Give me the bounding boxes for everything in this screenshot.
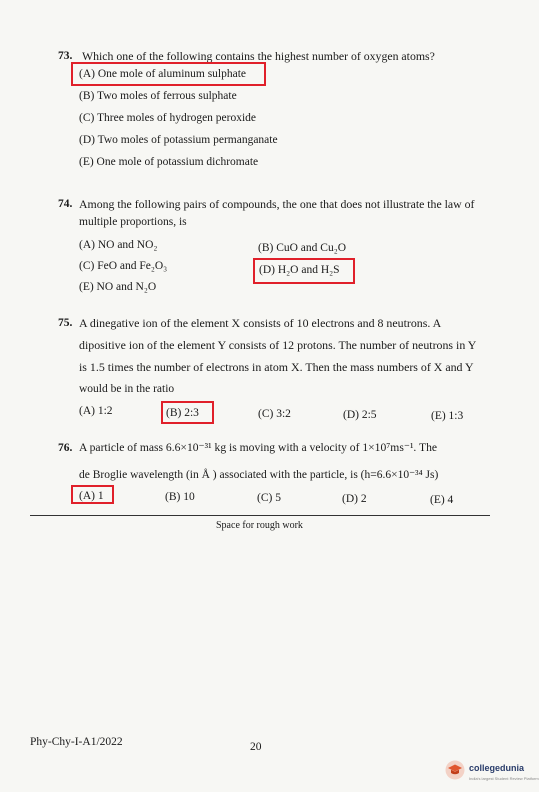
q73-option-e: (E) One mole of potassium dichromate bbox=[79, 156, 259, 168]
q75-option-a: (A) 1:2 bbox=[79, 405, 113, 417]
q76-option-e: (E) 4 bbox=[430, 494, 454, 506]
q74-stem-line1: Among the following pairs of compounds, the one that does not illustrate the law of bbox=[79, 197, 475, 211]
q75-line1: A dinegative ion of the element X consists of 10 electrons and 8 neutrons. A bbox=[79, 316, 442, 330]
q73-stem: Which one of the following contains the highest number of oxygen atoms? bbox=[82, 49, 435, 63]
q76-option-c: (C) 5 bbox=[257, 492, 281, 504]
paper-code: Phy-Chy-I-A1/2022 bbox=[30, 736, 123, 748]
q73-option-b: (B) Two moles of ferrous sulphate bbox=[79, 90, 237, 102]
q76-line2: de Broglie wavelength (in Å ) associated with the particle, is (h=6.6×10⁻³⁴ Js) bbox=[79, 469, 439, 481]
q74-option-d: (D) H₂O and H₂S bbox=[259, 264, 340, 276]
watermark-tagline: India's largest Student Review Platform bbox=[469, 776, 539, 781]
q73-number: 73. bbox=[58, 50, 73, 62]
q73-option-d: (D) Two moles of potassium permanganate bbox=[79, 134, 278, 146]
q76-number: 76. bbox=[58, 442, 73, 454]
page-number: 20 bbox=[250, 741, 262, 753]
q74-stem-line2: multiple proportions, is bbox=[79, 216, 187, 228]
q76-option-a: (A) 1 bbox=[79, 490, 104, 502]
q73-answer-highlight bbox=[71, 62, 266, 86]
q75-option-e: (E) 1:3 bbox=[431, 410, 464, 422]
q74-number: 74. bbox=[58, 198, 73, 210]
q76-line1: A particle of mass 6.6×10⁻³¹ kg is moving with a velocity of 1×10⁷ms⁻¹. The bbox=[79, 441, 438, 454]
rough-work-label: Space for rough work bbox=[216, 520, 303, 531]
q75-option-b: (B) 2:3 bbox=[166, 407, 199, 419]
q74-option-a: (A) NO and NO₂ bbox=[79, 239, 158, 251]
watermark-brand: collegedunia bbox=[469, 763, 525, 773]
q74-option-b: (B) CuO and Cu₂O bbox=[258, 242, 347, 254]
q75-line4: would be in the ratio bbox=[79, 383, 175, 395]
q76-answer-highlight bbox=[71, 485, 114, 504]
q74-option-c: (C) FeO and Fe₂O₃ bbox=[79, 260, 168, 272]
collegedunia-watermark bbox=[445, 758, 539, 781]
graduation-cap-icon bbox=[445, 760, 465, 780]
q75-option-d: (D) 2:5 bbox=[343, 409, 377, 421]
q76-option-b: (B) 10 bbox=[165, 491, 195, 503]
q75-line3: is 1.5 times the number of electrons in atom X. Then the mass numbers of X and Y bbox=[79, 360, 474, 374]
q75-answer-highlight bbox=[161, 401, 214, 424]
q73-option-c: (C) Three moles of hydrogen peroxide bbox=[79, 112, 257, 124]
q74-answer-highlight bbox=[253, 258, 355, 284]
q75-line2: dipositive ion of the element Y consists of 12 protons. The number of neutrons in Y bbox=[79, 338, 477, 352]
q75-number: 75. bbox=[58, 317, 73, 329]
rough-work-divider bbox=[30, 515, 490, 516]
q76-option-d: (D) 2 bbox=[342, 493, 367, 505]
q73-option-a: (A) One mole of aluminum sulphate bbox=[79, 68, 247, 80]
q74-option-e: (E) NO and N₂O bbox=[79, 281, 157, 293]
q75-option-c: (C) 3:2 bbox=[258, 408, 291, 420]
